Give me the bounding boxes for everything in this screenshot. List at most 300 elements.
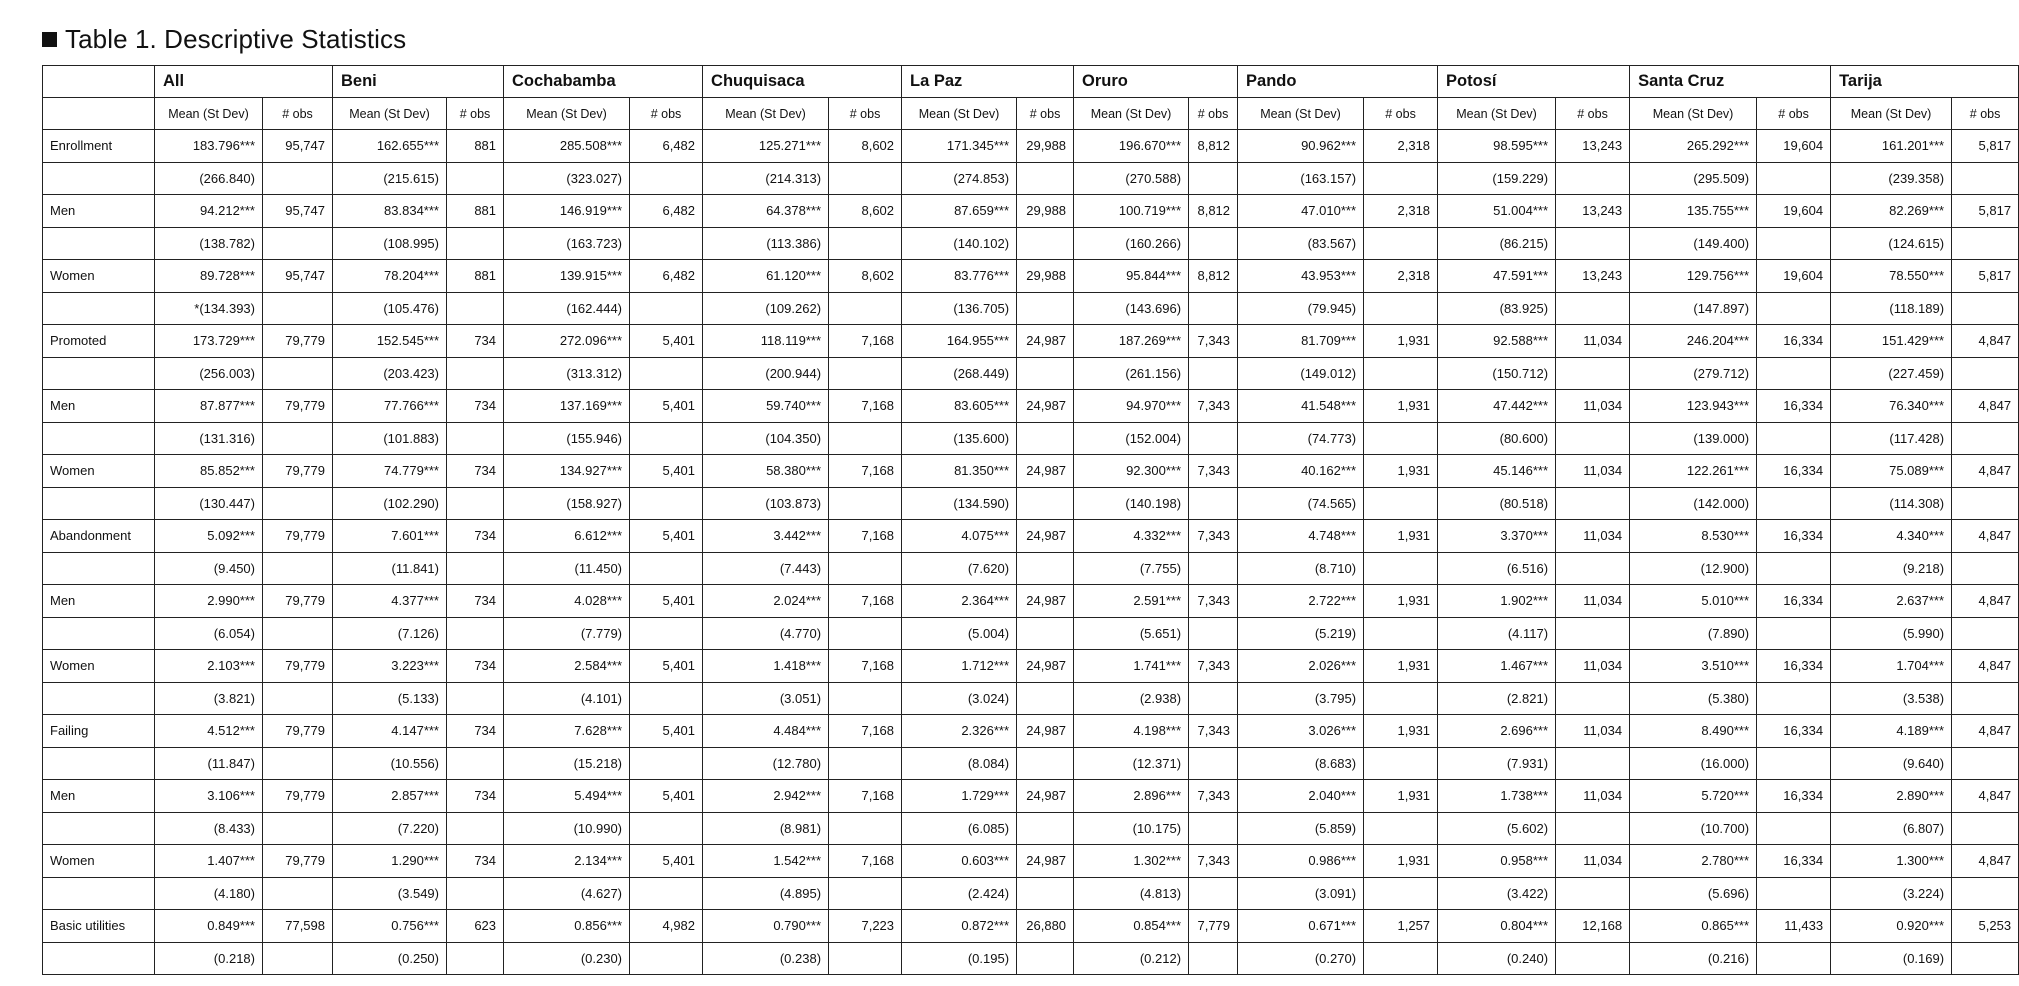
- mean-value: 4.147***: [333, 715, 447, 748]
- stdev-value: (239.358): [1831, 162, 1952, 195]
- obs-value: 2,318: [1364, 130, 1438, 163]
- stdev-value: (104.350): [703, 422, 829, 455]
- empty-obs-cell: [829, 227, 902, 260]
- empty-obs-cell: [1556, 162, 1630, 195]
- empty-obs-cell: [1952, 747, 2019, 780]
- obs-value: 1,931: [1364, 585, 1438, 618]
- empty-obs-cell: [1364, 487, 1438, 520]
- table-body: [43, 130, 2019, 975]
- empty-obs-cell: [1757, 942, 1831, 975]
- empty-obs-cell: [447, 747, 504, 780]
- mean-value: 2.637***: [1831, 585, 1952, 618]
- mean-value: 58.380***: [703, 455, 829, 488]
- mean-value: 2.026***: [1238, 650, 1364, 683]
- stdev-value: (130.447): [155, 487, 263, 520]
- obs-value: 5,817: [1952, 130, 2019, 163]
- empty-obs-cell: [263, 227, 333, 260]
- obs-header: # obs: [829, 98, 902, 130]
- obs-value: 1,931: [1364, 390, 1438, 423]
- empty-obs-cell: [1556, 617, 1630, 650]
- stdev-value: (2.821): [1438, 682, 1556, 715]
- region-header: Chuquisaca: [703, 66, 902, 98]
- empty-label-cell: [43, 682, 155, 715]
- region-header: All: [155, 66, 333, 98]
- stdev-value: (5.859): [1238, 812, 1364, 845]
- region-header: Potosí: [1438, 66, 1630, 98]
- mean-value: 100.719***: [1074, 195, 1189, 228]
- stdev-value: (3.091): [1238, 877, 1364, 910]
- stdev-value: (200.944): [703, 357, 829, 390]
- empty-obs-cell: [447, 162, 504, 195]
- empty-obs-cell: [1364, 747, 1438, 780]
- mean-value: 3.223***: [333, 650, 447, 683]
- region-header: Pando: [1238, 66, 1438, 98]
- stdev-value: (4.770): [703, 617, 829, 650]
- empty-obs-cell: [1189, 227, 1238, 260]
- empty-obs-cell: [1189, 942, 1238, 975]
- stdev-value: (5.696): [1630, 877, 1757, 910]
- mean-value: 2.591***: [1074, 585, 1189, 618]
- obs-header: # obs: [1556, 98, 1630, 130]
- obs-value: 734: [447, 715, 504, 748]
- stdev-value: (80.600): [1438, 422, 1556, 455]
- mean-value: 0.856***: [504, 910, 630, 943]
- empty-obs-cell: [263, 682, 333, 715]
- stdev-value: (7.443): [703, 552, 829, 585]
- mean-value: 78.204***: [333, 260, 447, 293]
- stdev-row: [43, 552, 2019, 585]
- mean-value: 4.028***: [504, 585, 630, 618]
- mean-value: 0.872***: [902, 910, 1017, 943]
- header-corner-cell: [43, 66, 155, 98]
- mean-value: 83.776***: [902, 260, 1017, 293]
- stdev-value: (7.931): [1438, 747, 1556, 780]
- empty-obs-cell: [1017, 617, 1074, 650]
- obs-value: 79,779: [263, 455, 333, 488]
- obs-value: 4,847: [1952, 845, 2019, 878]
- subheader-row: [43, 98, 2019, 130]
- obs-value: 26,880: [1017, 910, 1074, 943]
- stdev-value: (10.700): [1630, 812, 1757, 845]
- mean-value: 183.796***: [155, 130, 263, 163]
- mean-value: 8.530***: [1630, 520, 1757, 553]
- obs-value: 1,931: [1364, 455, 1438, 488]
- stdev-value: (160.266): [1074, 227, 1189, 260]
- mean-value: 81.709***: [1238, 325, 1364, 358]
- stdev-value: (6.516): [1438, 552, 1556, 585]
- obs-value: 2,318: [1364, 260, 1438, 293]
- obs-value: 4,847: [1952, 325, 2019, 358]
- empty-obs-cell: [1189, 487, 1238, 520]
- obs-value: 734: [447, 650, 504, 683]
- stdev-value: (7.620): [902, 552, 1017, 585]
- empty-obs-cell: [1952, 682, 2019, 715]
- stdev-value: (0.238): [703, 942, 829, 975]
- stdev-value: (0.212): [1074, 942, 1189, 975]
- mean-value: 5.720***: [1630, 780, 1757, 813]
- stdev-value: (214.313): [703, 162, 829, 195]
- stdev-value: (323.027): [504, 162, 630, 195]
- obs-value: 881: [447, 260, 504, 293]
- obs-value: 4,847: [1952, 520, 2019, 553]
- region-header: Cochabamba: [504, 66, 703, 98]
- empty-obs-cell: [1556, 747, 1630, 780]
- empty-label-cell: [43, 357, 155, 390]
- stdev-value: (4.101): [504, 682, 630, 715]
- stdev-value: (79.945): [1238, 292, 1364, 325]
- obs-value: 7,343: [1189, 845, 1238, 878]
- obs-value: 7,168: [829, 390, 902, 423]
- stdev-value: (5.990): [1831, 617, 1952, 650]
- obs-value: 8,602: [829, 195, 902, 228]
- obs-value: 11,034: [1556, 325, 1630, 358]
- empty-obs-cell: [1364, 877, 1438, 910]
- empty-obs-cell: [1556, 682, 1630, 715]
- stdev-row: [43, 942, 2019, 975]
- empty-obs-cell: [1017, 162, 1074, 195]
- stdev-value: (105.476): [333, 292, 447, 325]
- stdev-value: (147.897): [1630, 292, 1757, 325]
- mean-value: 74.779***: [333, 455, 447, 488]
- mean-value: 78.550***: [1831, 260, 1952, 293]
- mean-value: 285.508***: [504, 130, 630, 163]
- obs-value: 8,602: [829, 260, 902, 293]
- stdev-value: *(134.393): [155, 292, 263, 325]
- stdev-value: (4.117): [1438, 617, 1556, 650]
- region-header: Santa Cruz: [1630, 66, 1831, 98]
- stdev-value: (8.683): [1238, 747, 1364, 780]
- obs-value: 11,034: [1556, 650, 1630, 683]
- obs-value: 5,401: [630, 585, 703, 618]
- empty-obs-cell: [630, 227, 703, 260]
- stdev-value: (109.262): [703, 292, 829, 325]
- obs-value: 11,034: [1556, 390, 1630, 423]
- empty-obs-cell: [447, 422, 504, 455]
- stdev-row: [43, 227, 2019, 260]
- stdev-value: (4.627): [504, 877, 630, 910]
- stdev-value: (152.004): [1074, 422, 1189, 455]
- obs-value: 7,343: [1189, 390, 1238, 423]
- mean-value: 1.290***: [333, 845, 447, 878]
- mean-stdev-header: Mean (St Dev): [1438, 98, 1556, 130]
- obs-value: 2,318: [1364, 195, 1438, 228]
- empty-obs-cell: [1757, 162, 1831, 195]
- stdev-value: (4.895): [703, 877, 829, 910]
- stdev-value: (3.051): [703, 682, 829, 715]
- obs-value: 7,343: [1189, 455, 1238, 488]
- obs-header: # obs: [1364, 98, 1438, 130]
- mean-value: 0.920***: [1831, 910, 1952, 943]
- empty-obs-cell: [1189, 357, 1238, 390]
- mean-value: 146.919***: [504, 195, 630, 228]
- empty-obs-cell: [1556, 942, 1630, 975]
- stdev-value: (139.000): [1630, 422, 1757, 455]
- obs-header: # obs: [1017, 98, 1074, 130]
- empty-obs-cell: [630, 877, 703, 910]
- row-label: Basic utilities: [43, 910, 155, 943]
- mean-value: 0.854***: [1074, 910, 1189, 943]
- stdev-value: (113.386): [703, 227, 829, 260]
- obs-value: 11,034: [1556, 455, 1630, 488]
- stdev-value: (135.600): [902, 422, 1017, 455]
- mean-value: 77.766***: [333, 390, 447, 423]
- stdev-value: (7.220): [333, 812, 447, 845]
- obs-value: 7,168: [829, 585, 902, 618]
- obs-value: 5,401: [630, 455, 703, 488]
- empty-obs-cell: [1556, 812, 1630, 845]
- empty-obs-cell: [1757, 487, 1831, 520]
- empty-obs-cell: [829, 942, 902, 975]
- empty-obs-cell: [630, 552, 703, 585]
- stdev-value: (3.538): [1831, 682, 1952, 715]
- empty-obs-cell: [1364, 292, 1438, 325]
- obs-value: 1,931: [1364, 325, 1438, 358]
- mean-value: 0.804***: [1438, 910, 1556, 943]
- empty-obs-cell: [829, 357, 902, 390]
- empty-obs-cell: [1017, 812, 1074, 845]
- mean-value: 6.612***: [504, 520, 630, 553]
- stdev-value: (7.126): [333, 617, 447, 650]
- empty-obs-cell: [263, 487, 333, 520]
- obs-value: 5,817: [1952, 195, 2019, 228]
- obs-value: 1,931: [1364, 715, 1438, 748]
- row-label: Women: [43, 260, 155, 293]
- obs-value: 734: [447, 780, 504, 813]
- empty-obs-cell: [1757, 227, 1831, 260]
- stdev-value: (2.938): [1074, 682, 1189, 715]
- mean-value: 1.467***: [1438, 650, 1556, 683]
- stdev-value: (215.615): [333, 162, 447, 195]
- empty-obs-cell: [1189, 292, 1238, 325]
- mean-value: 4.075***: [902, 520, 1017, 553]
- mean-value: 187.269***: [1074, 325, 1189, 358]
- empty-obs-cell: [1189, 812, 1238, 845]
- obs-value: 7,168: [829, 325, 902, 358]
- table-title: [42, 22, 406, 56]
- mean-value: 40.162***: [1238, 455, 1364, 488]
- empty-obs-cell: [263, 552, 333, 585]
- mean-value: 92.588***: [1438, 325, 1556, 358]
- stdev-row: [43, 422, 2019, 455]
- mean-stdev-header: Mean (St Dev): [1630, 98, 1757, 130]
- mean-value: 118.119***: [703, 325, 829, 358]
- stdev-value: (15.218): [504, 747, 630, 780]
- empty-obs-cell: [263, 877, 333, 910]
- table-row: [43, 195, 2019, 228]
- mean-stdev-header: Mean (St Dev): [703, 98, 829, 130]
- obs-value: 6,482: [630, 195, 703, 228]
- row-label: Men: [43, 195, 155, 228]
- region-header: Tarija: [1831, 66, 2019, 98]
- empty-obs-cell: [447, 487, 504, 520]
- stdev-value: (12.780): [703, 747, 829, 780]
- obs-value: 7,168: [829, 715, 902, 748]
- stdev-value: (6.807): [1831, 812, 1952, 845]
- obs-value: 24,987: [1017, 325, 1074, 358]
- mean-value: 2.134***: [504, 845, 630, 878]
- obs-value: 95,747: [263, 195, 333, 228]
- obs-value: 7,343: [1189, 780, 1238, 813]
- obs-value: 1,931: [1364, 780, 1438, 813]
- obs-value: 29,988: [1017, 195, 1074, 228]
- stdev-value: (6.085): [902, 812, 1017, 845]
- mean-value: 47.010***: [1238, 195, 1364, 228]
- obs-value: 16,334: [1757, 845, 1831, 878]
- obs-value: 734: [447, 390, 504, 423]
- empty-obs-cell: [829, 682, 902, 715]
- obs-value: 4,847: [1952, 455, 2019, 488]
- obs-value: 734: [447, 585, 504, 618]
- mean-value: 272.096***: [504, 325, 630, 358]
- row-label: Enrollment: [43, 130, 155, 163]
- stdev-value: (142.000): [1630, 487, 1757, 520]
- obs-value: 7,343: [1189, 325, 1238, 358]
- obs-value: 29,988: [1017, 130, 1074, 163]
- stdev-row: [43, 487, 2019, 520]
- obs-value: 16,334: [1757, 585, 1831, 618]
- table-row: [43, 715, 2019, 748]
- obs-value: 79,779: [263, 325, 333, 358]
- stdev-value: (150.712): [1438, 357, 1556, 390]
- mean-value: 5.494***: [504, 780, 630, 813]
- region-header: Oruro: [1074, 66, 1238, 98]
- empty-obs-cell: [1017, 747, 1074, 780]
- stdev-value: (134.590): [902, 487, 1017, 520]
- empty-obs-cell: [447, 292, 504, 325]
- obs-value: 6,482: [630, 260, 703, 293]
- mean-value: 1.712***: [902, 650, 1017, 683]
- mean-value: 4.377***: [333, 585, 447, 618]
- empty-obs-cell: [263, 357, 333, 390]
- stdev-value: (0.270): [1238, 942, 1364, 975]
- mean-value: 0.986***: [1238, 845, 1364, 878]
- obs-value: 11,034: [1556, 585, 1630, 618]
- obs-value: 6,482: [630, 130, 703, 163]
- obs-value: 881: [447, 130, 504, 163]
- mean-value: 2.364***: [902, 585, 1017, 618]
- obs-value: 24,987: [1017, 650, 1074, 683]
- empty-obs-cell: [1017, 877, 1074, 910]
- empty-obs-cell: [447, 617, 504, 650]
- stdev-value: (270.588): [1074, 162, 1189, 195]
- empty-obs-cell: [1952, 877, 2019, 910]
- empty-obs-cell: [447, 812, 504, 845]
- obs-value: 11,433: [1757, 910, 1831, 943]
- empty-obs-cell: [630, 747, 703, 780]
- empty-label-cell: [43, 942, 155, 975]
- stdev-value: (124.615): [1831, 227, 1952, 260]
- empty-obs-cell: [829, 877, 902, 910]
- mean-value: 89.728***: [155, 260, 263, 293]
- stdev-value: (10.556): [333, 747, 447, 780]
- table-row: [43, 780, 2019, 813]
- mean-value: 1.729***: [902, 780, 1017, 813]
- row-label: Abandonment: [43, 520, 155, 553]
- obs-value: 77,598: [263, 910, 333, 943]
- obs-header: # obs: [1757, 98, 1831, 130]
- obs-value: 881: [447, 195, 504, 228]
- stdev-value: (11.847): [155, 747, 263, 780]
- empty-obs-cell: [263, 422, 333, 455]
- table-row: [43, 390, 2019, 423]
- mean-value: 1.407***: [155, 845, 263, 878]
- mean-value: 83.834***: [333, 195, 447, 228]
- mean-value: 4.512***: [155, 715, 263, 748]
- mean-value: 164.955***: [902, 325, 1017, 358]
- mean-stdev-header: Mean (St Dev): [504, 98, 630, 130]
- mean-value: 87.877***: [155, 390, 263, 423]
- mean-value: 3.510***: [1630, 650, 1757, 683]
- row-label: Women: [43, 650, 155, 683]
- stdev-value: (279.712): [1630, 357, 1757, 390]
- stdev-value: (6.054): [155, 617, 263, 650]
- mean-value: 7.628***: [504, 715, 630, 748]
- obs-value: 7,168: [829, 520, 902, 553]
- mean-value: 64.378***: [703, 195, 829, 228]
- empty-obs-cell: [1757, 682, 1831, 715]
- obs-value: 7,779: [1189, 910, 1238, 943]
- empty-label-cell: [43, 422, 155, 455]
- stdev-value: (101.883): [333, 422, 447, 455]
- stdev-value: (9.640): [1831, 747, 1952, 780]
- obs-value: 79,779: [263, 390, 333, 423]
- mean-value: 59.740***: [703, 390, 829, 423]
- stdev-value: (8.433): [155, 812, 263, 845]
- empty-obs-cell: [1364, 812, 1438, 845]
- stdev-value: (8.084): [902, 747, 1017, 780]
- mean-value: 4.340***: [1831, 520, 1952, 553]
- stdev-value: (103.873): [703, 487, 829, 520]
- stdev-value: (3.549): [333, 877, 447, 910]
- obs-value: 1,931: [1364, 520, 1438, 553]
- table-row: [43, 455, 2019, 488]
- obs-value: 16,334: [1757, 325, 1831, 358]
- obs-value: 1,931: [1364, 845, 1438, 878]
- empty-obs-cell: [829, 812, 902, 845]
- row-label: Men: [43, 390, 155, 423]
- obs-value: 7,168: [829, 650, 902, 683]
- descriptive-statistics-table: [42, 65, 2019, 975]
- stdev-value: (261.156): [1074, 357, 1189, 390]
- empty-obs-cell: [263, 292, 333, 325]
- mean-value: 1.418***: [703, 650, 829, 683]
- stdev-value: (3.821): [155, 682, 263, 715]
- stdev-value: (2.424): [902, 877, 1017, 910]
- obs-value: 79,779: [263, 520, 333, 553]
- empty-obs-cell: [1556, 357, 1630, 390]
- obs-header: # obs: [1189, 98, 1238, 130]
- empty-label-cell: [43, 747, 155, 780]
- empty-obs-cell: [1757, 877, 1831, 910]
- stdev-value: (313.312): [504, 357, 630, 390]
- empty-obs-cell: [447, 942, 504, 975]
- empty-obs-cell: [1017, 942, 1074, 975]
- obs-value: 734: [447, 325, 504, 358]
- obs-value: 11,034: [1556, 520, 1630, 553]
- mean-value: 1.302***: [1074, 845, 1189, 878]
- mean-value: 135.755***: [1630, 195, 1757, 228]
- obs-value: 7,223: [829, 910, 902, 943]
- mean-value: 47.442***: [1438, 390, 1556, 423]
- stdev-row: [43, 617, 2019, 650]
- stdev-value: (12.900): [1630, 552, 1757, 585]
- stdev-value: (163.723): [504, 227, 630, 260]
- obs-value: 79,779: [263, 650, 333, 683]
- empty-obs-cell: [630, 292, 703, 325]
- subheader-corner-cell: [43, 98, 155, 130]
- empty-obs-cell: [447, 552, 504, 585]
- mean-value: 1.738***: [1438, 780, 1556, 813]
